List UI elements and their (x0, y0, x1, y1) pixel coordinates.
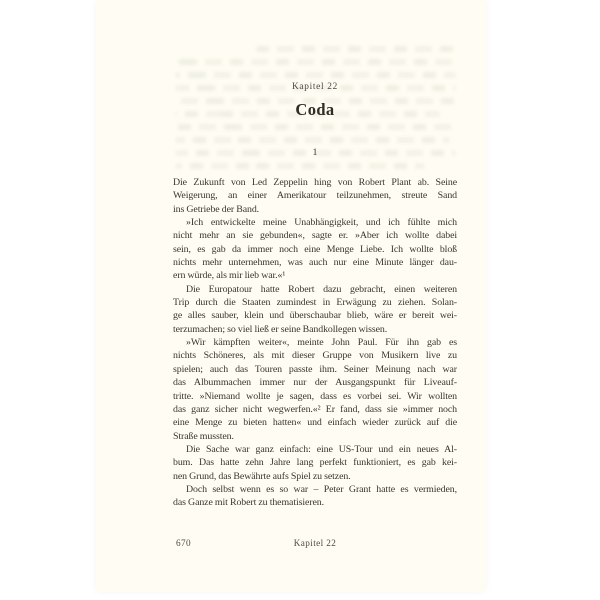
text-line: ge alles sauber, klein und überschaubar blieb, wäre er bereit wei- (173, 310, 457, 322)
text-line: tritte. »Niemand wollte je sagen, dass es vorbei sei. Wir wollten (173, 390, 457, 402)
text-line: das ganz sicher nicht wegwerfen.«² Er fand, dass sie »immer noch (173, 403, 457, 415)
book-page (96, 0, 486, 592)
text-line: nichts mehr unternehmen, was auch nur eine Minute länger dau- (173, 257, 457, 269)
text-line: terzumachen; so viel ließ er seine Bandkollegen wissen. (173, 323, 388, 335)
text-line: sein, es gab da immer noch eine Menge Liebe. Ich wollte bloß (173, 243, 457, 255)
chapter-title: Coda (295, 100, 335, 119)
bleedthrough-line (175, 137, 450, 143)
text-line: Straße mussten. (173, 430, 234, 442)
text-line: nen Grund, das Bewährte aufs Spiel zu setzen. (173, 470, 351, 482)
bleedthrough-line (175, 72, 456, 78)
text-line: Die Zukunft von Led Zeppelin hing von Robert Plant ab. Seine (173, 177, 457, 188)
text-line: ern würde, als mir lieb war.«¹ (173, 270, 286, 282)
page-footer (173, 538, 457, 548)
text-line: Trip durch die Staaten zumindest in Erwägung zu ziehen. Solan- (173, 297, 457, 309)
text-line: »Wir kämpften weiter«, meinte John Paul. Für ihn gab es (186, 337, 457, 349)
bleedthrough-line (175, 59, 456, 65)
text-line: Die Sache war ganz einfach: eine US-Tour und ein neues Al- (186, 443, 457, 455)
bleedthrough-line (175, 163, 425, 169)
bleedthrough-line (175, 124, 456, 130)
text-line: nicht mehr an sie gebunden«, sagte er. »Aber ich wollte dabei (173, 230, 457, 242)
text-line: Die Europatour hatte Robert dazu gebracht, einen weiteren (186, 283, 457, 295)
text-line: »Ich entwickelte meine Unabhängigkeit, und ich fühlte mich (186, 217, 457, 229)
text-line: Weigerung, an einer Amerikatour teilzunehmen, streute Sand (173, 190, 457, 202)
body-text (173, 176, 457, 510)
text-line: das Albummachen immer nur der Ausgangspunkt für Liveauf- (173, 377, 457, 389)
footer-chapter-label: Kapitel 22 (293, 538, 337, 548)
text-line: spielen; auch das Touren passte ihm. Seiner Meinung nach war (173, 363, 457, 375)
section-number: 1 (312, 148, 318, 158)
text-line: das Ganze mit Robert zu thematisieren. (173, 497, 324, 509)
page-number: 670 (176, 538, 191, 548)
text-line: eine Menge zu bieten hatten« und einfach wieder zurück auf die (173, 417, 457, 429)
running-header: Kapitel 22 (292, 82, 338, 92)
bleedthrough-line (256, 46, 456, 52)
text-line: Doch selbst wenn es so war – Peter Grant hatte es vermieden, (186, 483, 457, 495)
text-line: bum. Das hatte zehn Jahre lang perfekt funktioniert, es gab kei- (173, 457, 457, 469)
text-line: nichts Schöneres, als mit dieser Gruppe von Musikern live zu (173, 350, 457, 362)
text-line: ins Getriebe der Band. (173, 203, 260, 215)
